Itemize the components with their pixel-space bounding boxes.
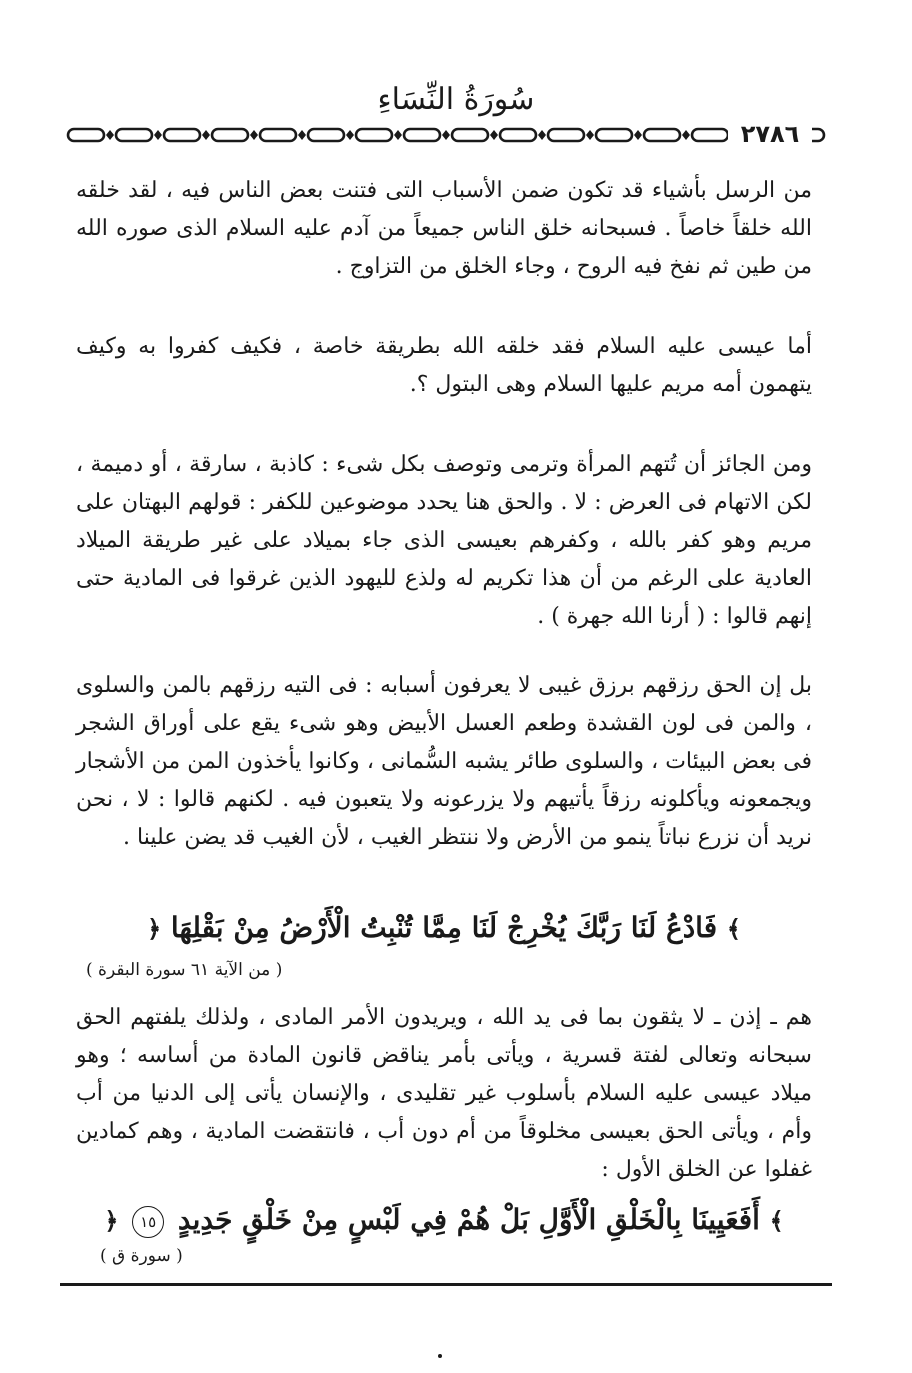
paragraph-5: هم ـ إذن ـ لا يثقون بما فى يد الله ، ويريدون الأمر المادى ، ولذلك يلفتهم الحق سبحانه وتعالى لفتة قسرية ، ويأتى بأمر يناقض قانون المادة من أساسه ؛ وهو ميلاد عيسى عليه السلام بأسلوب غير تقليدى ، والإنسان يأتى إلى الدنيا من أب وأم ، ويأتى الحق بعيسى مخلوقاً من أم دون أب ، فانتقضت المادية ، وهم كمادين غفلوا عن الخلق الأول : bbox=[76, 1005, 812, 1182]
ornament-oval bbox=[164, 129, 200, 141]
ornament-oval bbox=[356, 129, 392, 141]
verse-1-reference: ( من الآية ٦١ سورة البقرة ) bbox=[86, 960, 283, 980]
page-dot bbox=[438, 1354, 442, 1358]
verse-2-text: أَفَعَيِينَا بِالْخَلْقِ الْأَوَّلِ بَلْ هُمْ فِي لَبْسٍ مِنْ خَلْقٍ جَدِيدٍ bbox=[177, 1203, 760, 1236]
quran-verse-1 bbox=[76, 904, 812, 953]
ornament-diamond bbox=[634, 130, 642, 140]
ornament-diamond bbox=[394, 130, 402, 140]
ornament-diamond bbox=[346, 130, 354, 140]
ornament-oval bbox=[500, 129, 536, 141]
verse-1-text: فَادْعُ لَنَا رَبَّكَ يُخْرِجْ لَنَا مِمَّا تُنْبِتُ الْأَرْضُ مِنْ بَقْلِهَا bbox=[170, 911, 718, 944]
verse-bracket-close: ﴿ bbox=[147, 914, 162, 943]
ornament-diamond bbox=[154, 130, 162, 140]
ornament-diamond bbox=[682, 130, 690, 140]
ornament-oval bbox=[212, 129, 248, 141]
verse-bracket-open: ﴾ bbox=[726, 914, 741, 943]
ornament-border bbox=[66, 120, 832, 150]
ornament-oval bbox=[644, 129, 680, 141]
ornament-diamond bbox=[442, 130, 450, 140]
ornament-diamond bbox=[298, 130, 306, 140]
ornament-oval bbox=[452, 129, 488, 141]
verse-bracket-close: ﴿ bbox=[104, 1206, 119, 1235]
paragraph-1: من الرسل بأشياء قد تكون ضمن الأسباب التى فتنت بعض الناس فيه ، لقد خلقه الله خلقاً خاصاً . فسبحانه خلق الناس جميعاً من آدم عليه السلام الذى صوره الله من طين ثم نفخ فيه الروح ، وجاء الخلق من التزاوج . bbox=[76, 178, 812, 279]
paragraph-3: ومن الجائز أن تُتهم المرأة وترمى وتوصف بكل شىء : كاذبة ، سارقة ، أو دميمة ، لكن الاتهام فى العرض : لا . والحق هنا يحدد موضوعين للكفر : قولهم البهتان على مريم وهو كفر بالله ، وكفرهم بعيسى الذى جاء بميلاد على غير طريقة الميلاد العادية على الرغم من أن هذا تكريم له ولذع لليهود الذين غرقوا فى المادية حتى إنهم قالوا : ( أرنا الله جهرة ) . bbox=[76, 452, 812, 629]
paragraph-4: بل إن الحق رزقهم برزق غيبى لا يعرفون أسبابه : فى التيه رزقهم بالمن والسلوى ، والمن فى لون القشدة وطعم العسل الأبيض وهو شىء يقع على أوراق الشجر فى بعض البيئات ، والسلوى طائر يشبه السُّمانى ، وكانوا يأخذون المن من الأشجار ويجمعونه ويأكلونه رزقاً يأتيهم ولا يزرعونه ولا يتعبون فيه . لكنهم قالوا : لا ، نحن نريد أن نزرع نباتاً ينمو من الأرض ولا ننتظر الغيب ، لأن الغيب قد يضن علينا . bbox=[76, 673, 812, 850]
paragraph-2: أما عيسى عليه السلام فقد خلقه الله بطريقة خاصة ، فكيف كفروا به وكيف يتهمون أمه مريم عليها السلام وهى البتول ؟. bbox=[76, 334, 812, 397]
ornament-diamond bbox=[202, 130, 210, 140]
verse-2-reference: ( سورة ق ) bbox=[100, 1246, 183, 1266]
page-number: ٢٧٨٦ bbox=[728, 118, 812, 150]
ornament-chain-icon bbox=[66, 120, 832, 150]
ornament-diamond bbox=[250, 130, 258, 140]
verse-number-marker: ١٥ bbox=[132, 1206, 164, 1238]
ornament-oval bbox=[596, 129, 632, 141]
ornament-oval bbox=[308, 129, 344, 141]
ornament-oval bbox=[68, 129, 104, 141]
ornament-diamond bbox=[538, 130, 546, 140]
footer-rule bbox=[60, 1283, 832, 1286]
surah-title: سُورَةُ النِّسَاءِ bbox=[377, 82, 535, 117]
ornament-oval bbox=[692, 129, 728, 141]
ornament-oval bbox=[404, 129, 440, 141]
quran-verse-2 bbox=[76, 1196, 812, 1245]
ornament-diamond bbox=[586, 130, 594, 140]
ornament-diamond bbox=[490, 130, 498, 140]
verse-bracket-open: ﴾ bbox=[769, 1206, 784, 1235]
ornament-oval bbox=[116, 129, 152, 141]
ornament-diamond bbox=[106, 130, 114, 140]
ornament-oval bbox=[260, 129, 296, 141]
ornament-oval bbox=[548, 129, 584, 141]
